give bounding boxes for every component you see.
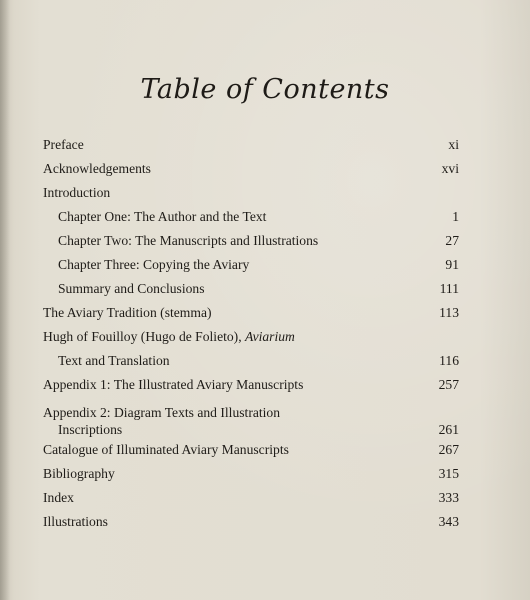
- toc-entry-label-line2: Inscriptions: [58, 422, 123, 437]
- toc-entry-label: Chapter Three: Copying the Aviary: [58, 257, 250, 272]
- toc-entry-label: Index: [43, 490, 74, 505]
- toc-entry-label: Preface: [43, 137, 84, 152]
- toc-entry-hugh-of-fouilloy: [43, 325, 459, 349]
- toc-entry-label: Introduction: [43, 185, 111, 200]
- toc-entry-index: [43, 486, 459, 510]
- toc-entry-label: Appendix 1: The Illustrated Aviary Manuscripts: [43, 377, 304, 392]
- toc-entry-preface: [43, 133, 459, 157]
- toc-entry-label: Chapter Two: The Manuscripts and Illustrations: [58, 233, 319, 248]
- toc-entry-page: 113: [439, 305, 459, 320]
- toc-entry-page: 343: [438, 514, 459, 529]
- toc-entry-aviary-tradition: [43, 301, 459, 325]
- toc-entry-label-text: Hugh of Fouilloy (Hugo de Folieto),: [43, 329, 246, 344]
- toc-entry-bibliography: [43, 462, 459, 486]
- toc-entry-label: Acknowledgements: [43, 161, 151, 176]
- toc-entry-chapter-two: [43, 229, 459, 253]
- toc-entry-page: 27: [445, 233, 459, 248]
- toc-entry-page: 261: [438, 422, 459, 437]
- toc-entry-appendix-2: [43, 397, 459, 438]
- toc-entry-page: 333: [438, 490, 459, 505]
- toc-entry-page: 257: [438, 377, 459, 392]
- page-title: Table of Contents: [140, 74, 390, 105]
- toc-entry-label-italic: Aviarium: [245, 329, 295, 344]
- toc-entry-label: Chapter One: The Author and the Text: [58, 209, 267, 224]
- toc-entry-chapter-three: [43, 253, 459, 277]
- toc-entry-catalogue: [43, 438, 459, 462]
- toc-entry-label-line1: Appendix 2: Diagram Texts and Illustration: [43, 405, 281, 420]
- toc-entry-summary: [43, 277, 459, 301]
- toc-entry-acknowledgements: [43, 157, 459, 181]
- toc-entry-page: 111: [439, 281, 459, 296]
- toc-entry-page: 315: [438, 466, 459, 481]
- toc-entry-label: [43, 404, 280, 438]
- toc-entry-label: The Aviary Tradition (stemma): [43, 305, 212, 320]
- toc-entry-label: Bibliography: [43, 466, 115, 481]
- toc-entry-label: Catalogue of Illuminated Aviary Manuscripts: [43, 442, 289, 457]
- toc-entry-page: xi: [448, 137, 459, 152]
- toc-entry-label: Illustrations: [43, 514, 108, 529]
- toc-entry-introduction: [43, 181, 459, 205]
- toc-entry-label: Summary and Conclusions: [58, 281, 205, 296]
- toc-entry-label: [43, 325, 295, 349]
- toc-entry-page: xvi: [441, 161, 459, 176]
- toc-entry-label: Text and Translation: [58, 353, 170, 368]
- toc-entry-page: 267: [438, 442, 459, 457]
- toc-entry-appendix-1: [43, 373, 459, 397]
- toc-entry-page: 1: [452, 209, 459, 224]
- toc-entry-page: 91: [445, 257, 459, 272]
- toc-entry-illustrations: [43, 510, 459, 534]
- table-of-contents: [43, 133, 459, 534]
- toc-entry-page: 116: [439, 353, 459, 368]
- toc-entry-text-and-translation: [43, 349, 459, 373]
- toc-entry-chapter-one: [43, 205, 459, 229]
